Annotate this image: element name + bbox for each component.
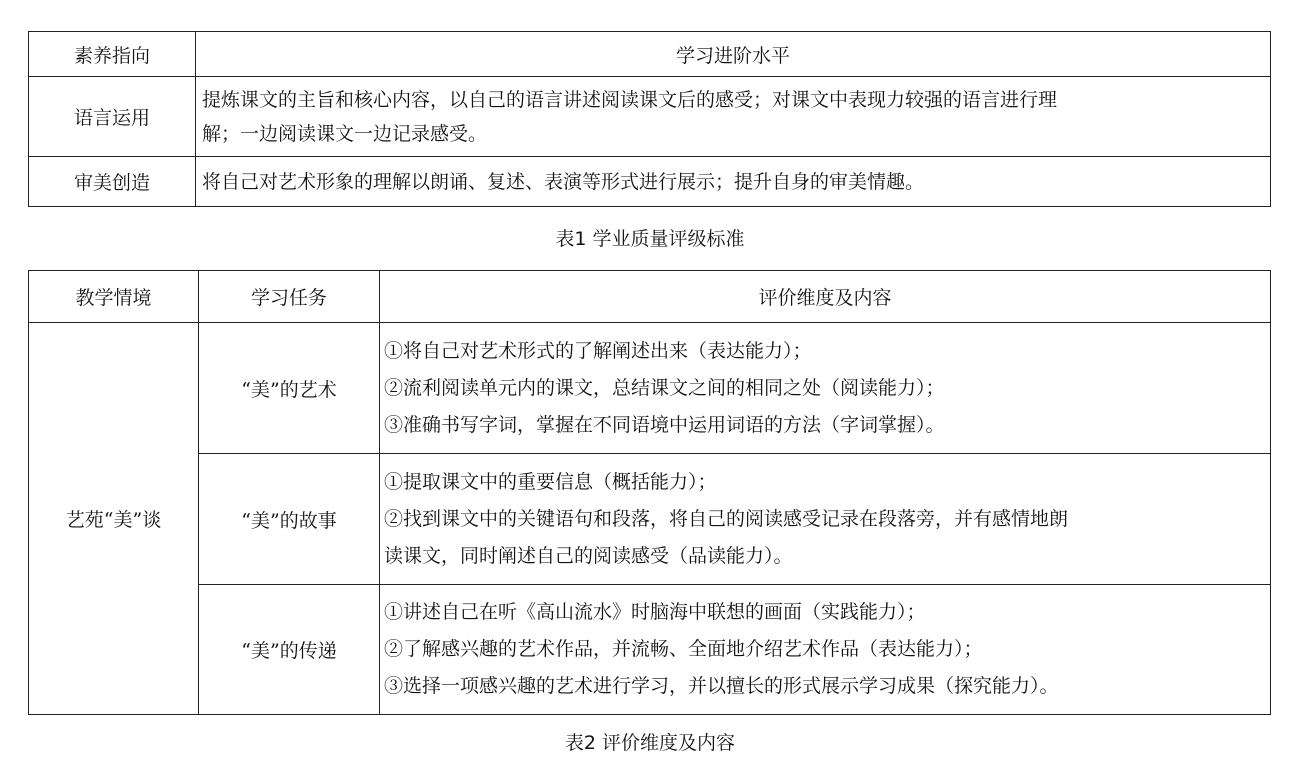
content-line: 读课文，同时阐述自己的阅读感受（品读能力）。 xyxy=(384,544,793,567)
content-line: ③准确书写字词，掌握在不同语境中运用词语的方法（字词掌握）。 xyxy=(384,413,945,436)
content-cell xyxy=(380,323,1271,454)
content-line: 将自己对艺术形象的理解以朗诵、复述、表演等形式进行展示；提升自身的审美情趣。 xyxy=(202,170,925,193)
content-line: 提炼课文的主旨和核心内容，以自己的语言讲述阅读课文后的感受；对课文中表现力较强的语言进行理 xyxy=(202,88,1058,111)
evaluation-table xyxy=(28,270,1271,715)
header-literacy: 素养指向 xyxy=(29,32,196,77)
content-line: ①将自己对艺术形式的了解阐述出来（表达能力）； xyxy=(384,339,812,362)
table-row xyxy=(29,585,1271,715)
task-cell: “美”的故事 xyxy=(199,454,380,585)
quality-standard-table xyxy=(28,31,1271,207)
content-line: ③选择一项感兴趣的艺术进行学习，并以擅长的形式展示学习成果（探究能力）。 xyxy=(384,675,1059,697)
content-line: ②找到课文中的关键语句和段落，将自己的阅读感受记录在段落旁，并有感情地朗 xyxy=(384,507,1069,530)
content-cell xyxy=(196,77,1271,157)
table-row xyxy=(29,454,1271,585)
content-line: ②了解感兴趣的艺术作品，并流畅、全面地介绍艺术作品（表达能力）； xyxy=(384,638,983,660)
content-cell xyxy=(380,585,1271,715)
content-cell xyxy=(196,157,1271,207)
content-line: 解；一边阅读课文一边记录感受。 xyxy=(202,122,488,145)
table-header-row xyxy=(29,271,1271,323)
header-task: 学习任务 xyxy=(199,271,380,323)
task-cell: “美”的传递 xyxy=(199,585,380,715)
header-evaluation: 评价维度及内容 xyxy=(380,271,1271,323)
table-header-row xyxy=(29,32,1271,77)
table-row xyxy=(29,157,1271,207)
header-progression: 学习进阶水平 xyxy=(196,32,1271,77)
header-situation: 教学情境 xyxy=(29,271,199,323)
task-cell: “美”的艺术 xyxy=(199,323,380,454)
table-row xyxy=(29,77,1271,157)
content-line: ①讲述自己在听《高山流水》时脑海中联想的画面（实践能力）； xyxy=(384,601,926,623)
category-cell: 语言运用 xyxy=(29,77,196,157)
content-line: ②流利阅读单元内的课文，总结课文之间的相同之处（阅读能力）； xyxy=(384,376,945,399)
table2-caption: 表2 评价维度及内容 xyxy=(564,732,736,754)
situation-cell: 艺苑“美”谈 xyxy=(29,323,199,715)
table-row xyxy=(29,323,1271,454)
table1-caption: 表1 学业质量评级标准 xyxy=(555,228,745,250)
content-line: ①提取课文中的重要信息（概括能力）； xyxy=(384,470,717,493)
category-cell: 审美创造 xyxy=(29,157,196,207)
content-cell xyxy=(380,454,1271,585)
